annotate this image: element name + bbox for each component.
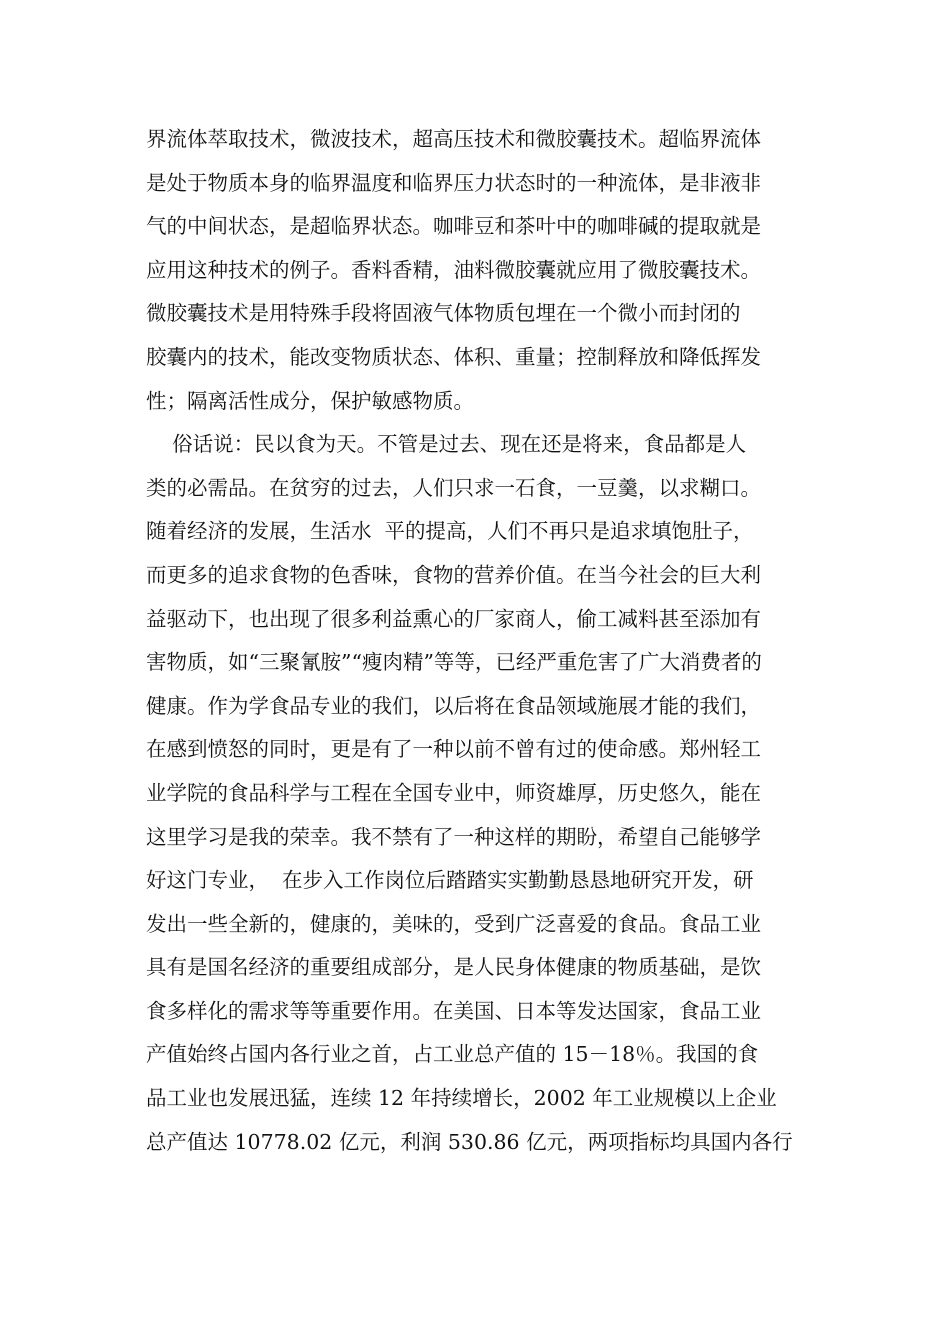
- text-line: 是处于物质本身的临界温度和临界压力状态时的一种流体，是非液非: [146, 170, 761, 195]
- text-line: 总产值达 10778.02 亿元，利润 530.86 亿元，两项指标均具国内各行: [146, 1129, 793, 1154]
- text-line: 健康。作为学食品专业的我们，以后将在食品领域施展才能的我们，: [146, 693, 761, 718]
- text-line: 界流体萃取技术，微波技术，超高压技术和微胶囊技术。超临界流体: [146, 127, 761, 151]
- text-line: 类的必需品。在贫穷的过去，人们只求一石食，一豆羹，以求糊口。: [146, 475, 761, 500]
- text-line: 食多样化的需求等等重要作用。在美国、日本等发达国家，食品工业: [146, 998, 761, 1023]
- text-line: 具有是国名经济的重要组成部分，是人民身体健康的物质基础，是饮: [146, 955, 761, 980]
- text-line: 益驱动下，也出现了很多利益熏心的厂家商人，偷工减料甚至添加有: [146, 606, 761, 631]
- text-line: 微胶囊技术是用特殊手段将固液气体物质包埋在一个微小而封闭的: [146, 301, 741, 326]
- text-line: 品工业也发展迅猛，连续 12 年持续增长，2002 年工业规模以上企业: [146, 1086, 777, 1111]
- text-line: 好这门专业， 在步入工作岗位后踏踏实实勤勤恳恳地研究开发，研: [146, 868, 754, 893]
- body-text: [146, 118, 816, 1164]
- text-line: 胶囊内的技术，能改变物质状态、体积、重量；控制释放和降低挥发: [146, 344, 761, 369]
- text-line: 气的中间状态，是超临界状态。咖啡豆和茶叶中的咖啡碱的提取就是: [146, 214, 761, 239]
- text-line: 在感到愤怒的同时，更是有了一种以前不曾有过的使命感。郑州轻工: [146, 737, 761, 762]
- text-line: 随着经济的发展，生活水 平的提高，人们不再只是追求填饱肚子，: [146, 519, 754, 544]
- text-line: 性；隔离活性成分，保护敏感物质。: [146, 388, 474, 413]
- text-line: 这里学习是我的荣幸。我不禁有了一种这样的期盼，希望自己能够学: [146, 824, 761, 849]
- text-line: 害物质，如“三聚氰胺”“瘦肉精”等等，已经严重危害了广大消费者的: [146, 650, 762, 675]
- text-line: 而更多的追求食物的色香味，食物的营养价值。在当今社会的巨大利: [146, 562, 761, 587]
- text-line: 产值始终占国内各行业之首，占工业总产值的 15－18％。我国的食: [146, 1042, 759, 1067]
- text-line: 发出一些全新的，健康的，美味的，受到广泛喜爱的食品。食品工业: [146, 911, 761, 936]
- text-line: 业学院的食品科学与工程在全国专业中，师资雄厚，历史悠久，能在: [146, 780, 761, 805]
- text-line: 应用这种技术的例子。香料香精，油料微胶囊就应用了微胶囊技术。: [146, 257, 761, 282]
- paragraph-start-line: 俗话说：民以食为天。不管是过去、现在还是将来，食品都是人: [146, 432, 747, 457]
